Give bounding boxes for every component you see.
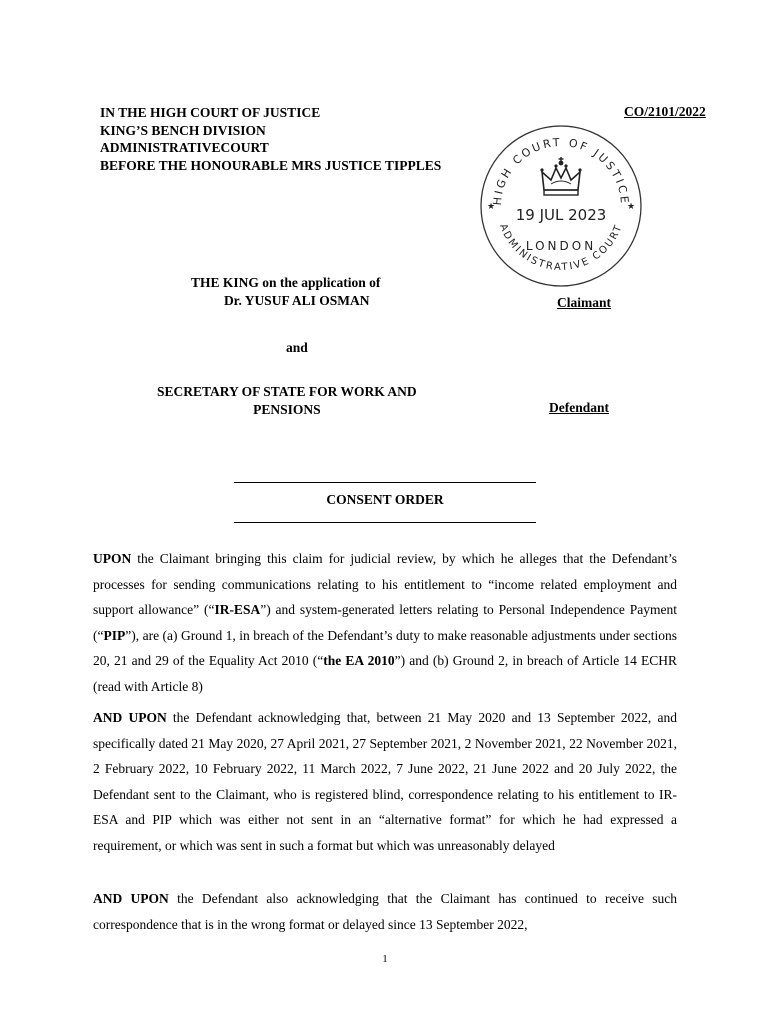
recital-lead: AND UPON [93,710,167,725]
judge-line: BEFORE THE HONOURABLE MRS JUSTICE TIPPLES [100,157,442,173]
court-stamp [479,124,643,288]
recital-paragraph-3 [93,886,677,937]
claimant-block [191,274,380,309]
defined-term: IR-ESA [214,602,261,618]
recital-text: ”) and (b) Ground 2, in breach of Article 14 ECHR (read with Article 8) [93,653,677,694]
claimant-role: Claimant [557,295,611,310]
court-name: IN THE HIGH COURT OF JUSTICE [100,105,321,120]
case-number: CO/2101/2022 [624,104,706,119]
stamp-star-left: ★ [487,202,496,212]
defendant-block [157,383,417,418]
recital-text: ”), are (a) Ground 1, in breach of the Defendant’s duty to make reasonable adjustments under sections 20, 21 and 29 of the Equality Act 2010 (“ [93,627,677,669]
recital-text: the Defendant acknowledging that, between 21 May 2020 and 13 September 2022, and specifically dated 21 May 2020, 27 April 2021, 27 September 2021, 2 November 2021, 22 November 2021, 2 February 2022, 10 February 2022, 11 March 2022, 7 June 2022, 21 June 2022 and 20 July 2022, the Defendant sent to the Claimant, who is registered blind, correspondence relating to his entitlement to IR-ESA and PIP which was either not sent in an “alternative format” for which he had expressed a requirement, or which was sent in such a format but which was unreasonably delayed [93,710,677,853]
page-number: 1 [382,953,388,965]
crown-icon [540,157,581,195]
stamp-city: LONDON [525,239,597,253]
administrative-court: ADMINISTRATIVECOURT [100,140,269,155]
court-division: KING’S BENCH DIVISION [100,122,266,138]
stamp-star-right: ★ [627,202,636,212]
stamp-date: 19 JUL 2023 [515,206,607,224]
defendant-line-2: PENSIONS [253,401,321,417]
recital-paragraph-1 [93,546,677,700]
defendant-role: Defendant [549,400,609,415]
and-separator: and [286,340,308,355]
order-title: CONSENT ORDER [326,492,444,507]
recital-lead: AND UPON [93,891,169,906]
court-header [100,104,441,174]
recital-text: ”) and system-generated letters relating to Personal Independence Payment (“ [93,602,677,643]
defined-term: PIP [103,627,126,643]
recital-paragraph-2 [93,705,677,859]
claimant-name: Dr. YUSUF ALI OSMAN [223,292,370,308]
stamp-bottom-arc-text: ADMINISTRATIVE COURT [497,222,625,274]
stamp-top-arc-text: HIGH COURT OF JUSTICE [490,135,632,206]
title-rule-top [234,482,536,483]
recital-lead: UPON [93,551,132,566]
recital-text: the Claimant bringing this claim for judicial review, by which he alleges that the Defendant’s processes for sending communications relating to his entitlement to “income related employment and support allowance” (“ [93,551,677,618]
defined-term: the EA 2010 [323,653,395,669]
claimant-line-1: THE KING on the application of [191,275,381,290]
title-rule-bottom [234,522,536,523]
recital-text: the Defendant also acknowledging that the Claimant has continued to receive such correspondence that is in the wrong format or delayed since 13 September 2022, [93,891,677,932]
defendant-line-1: SECRETARY OF STATE FOR WORK AND [157,384,417,399]
